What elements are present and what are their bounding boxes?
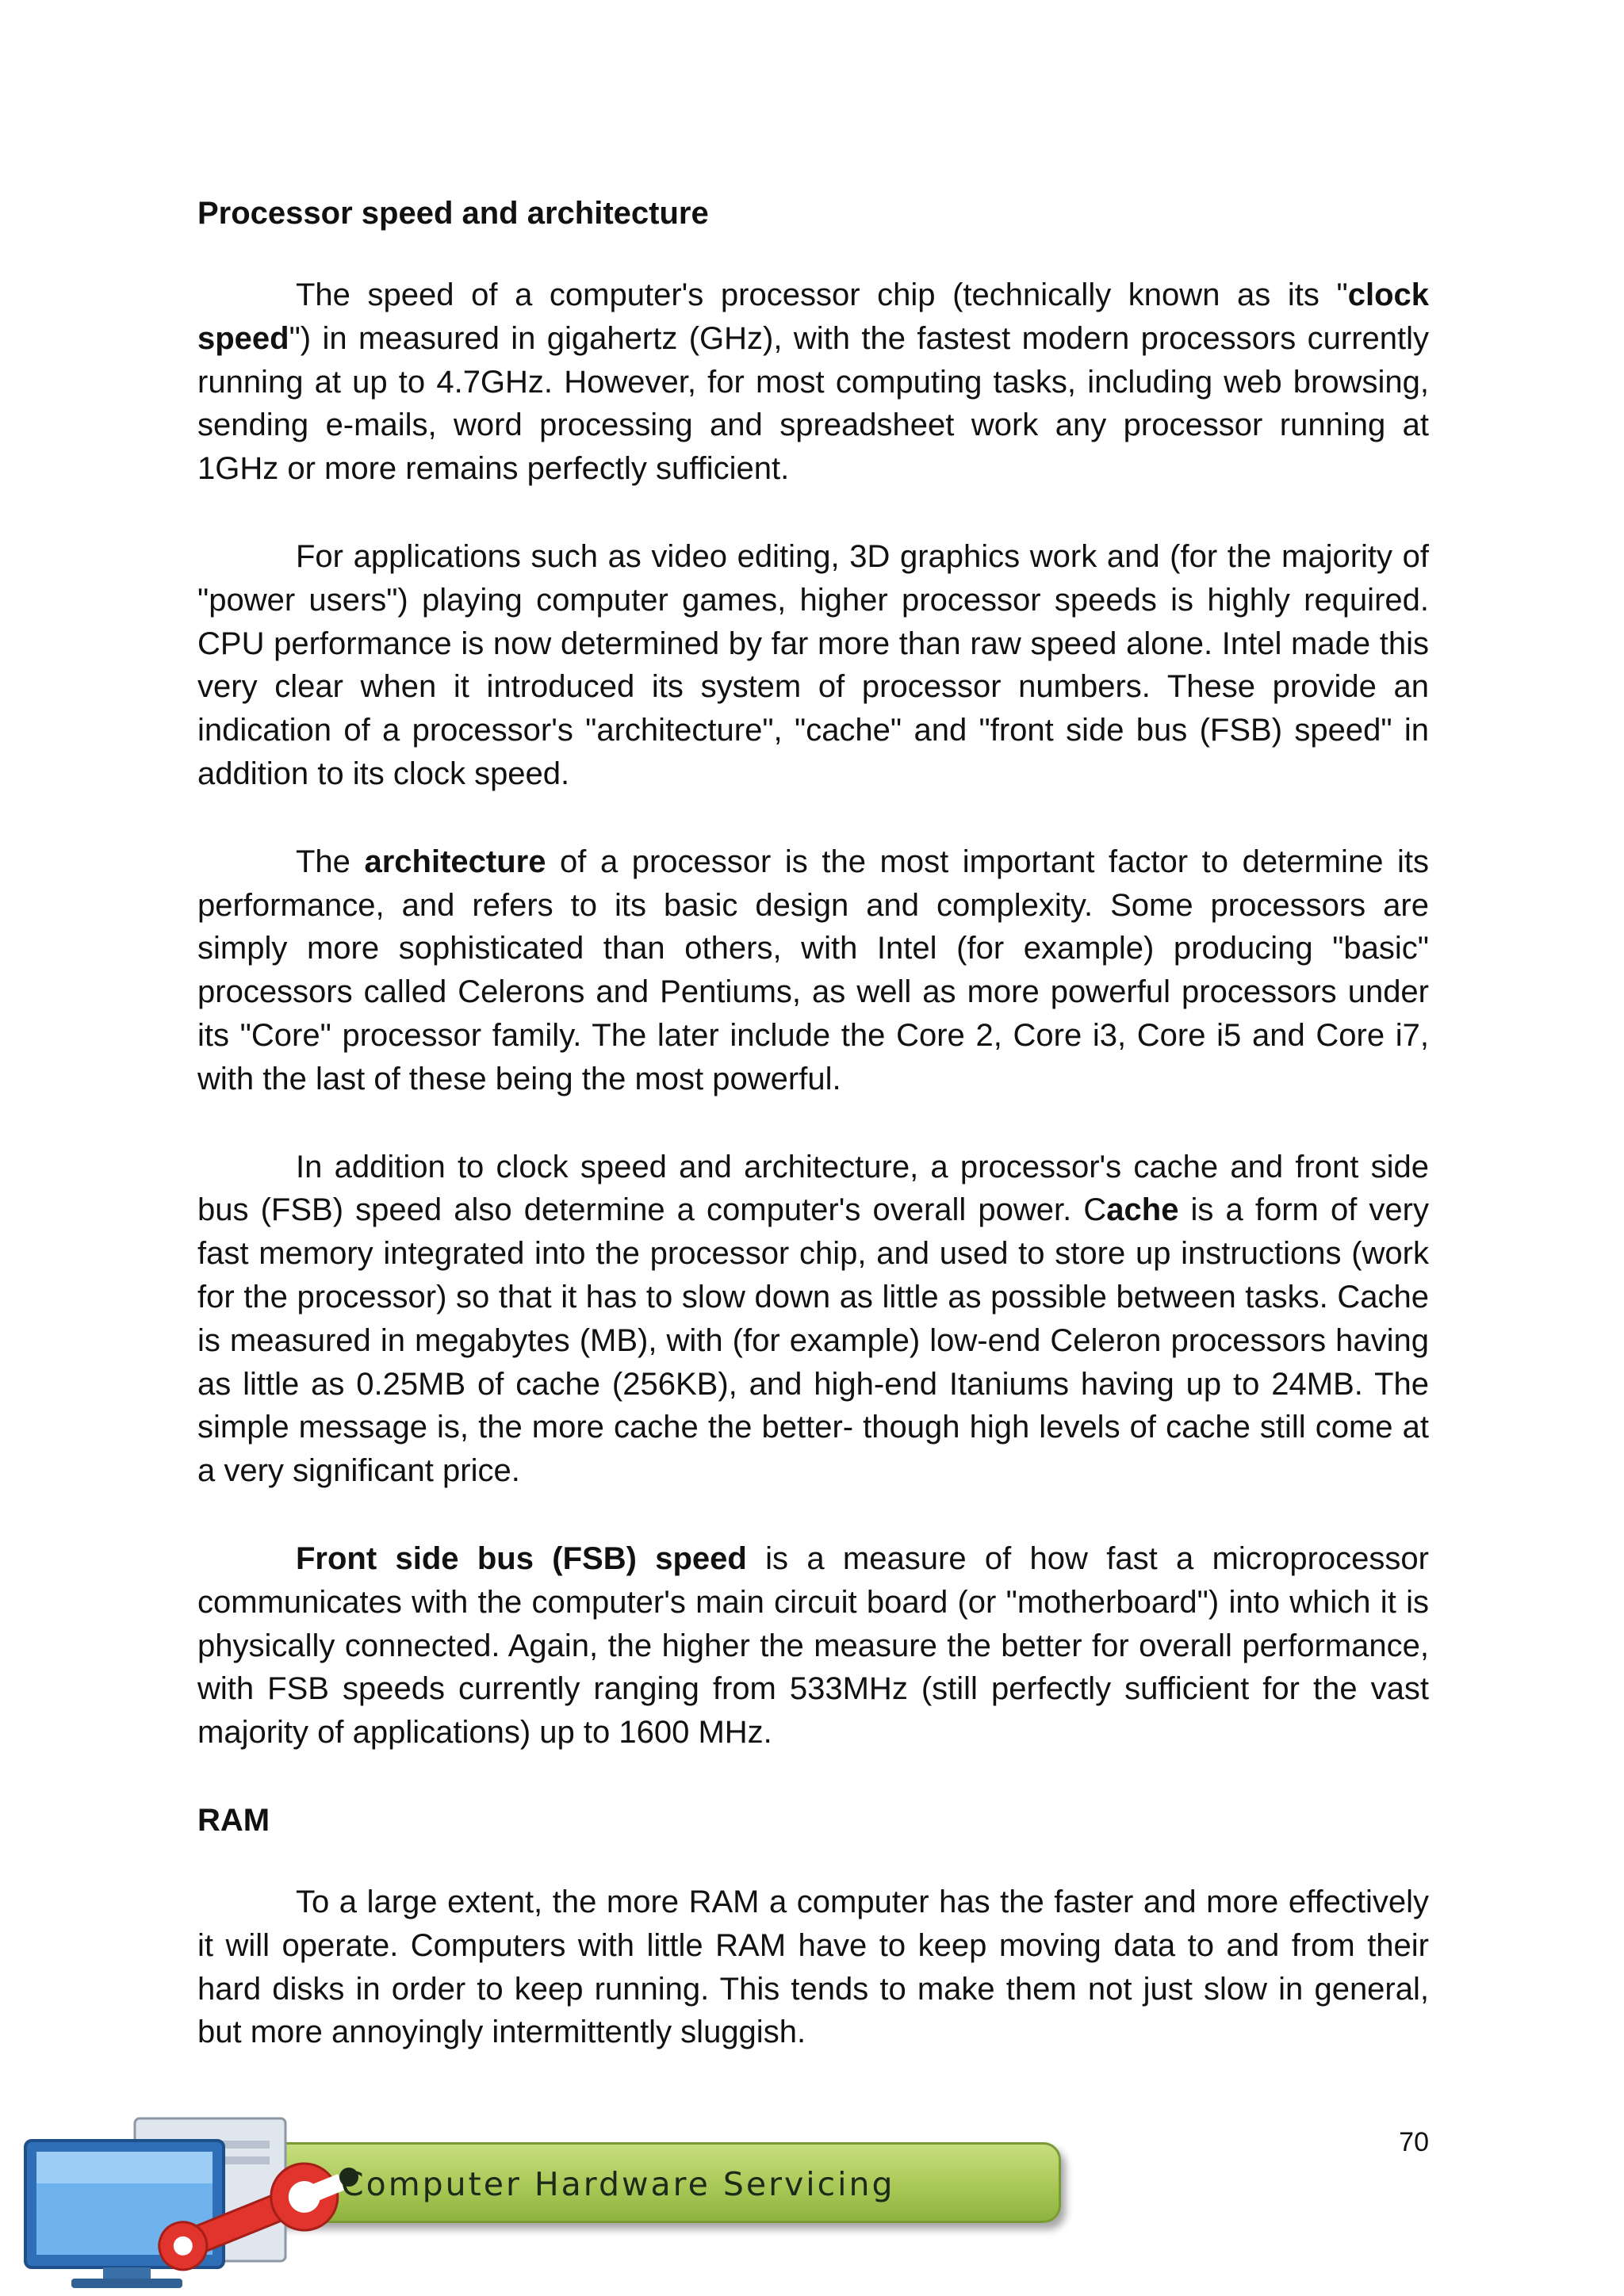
term-fsb-speed: Front side bus (FSB) speed <box>296 1540 747 1576</box>
page-content <box>197 192 1429 2099</box>
section-heading-ram: RAM <box>197 1802 270 1838</box>
term-architecture: architecture <box>364 844 546 879</box>
paragraph-architecture: The architecture of a processor is the most important factor to determine its performance, and refers to its basic design and complexity. Some processors are simply more sophisticated than others, with Intel (for example) producing "basic" processors called Celerons and Pentiums, as well as more powerful processors under its "Core" processor family. The later include the Core 2, Core i3, Core i5 and Core i7, with the last of these being the most powerful. <box>197 844 1429 1096</box>
paragraph-fsb: Front side bus (FSB) speed is a measure of how fast a microprocessor communicates with the computer's main circuit board (or "motherboard") into which it is physically connected. Again, the higher the measure the better for overall performance, with FSB speeds currently ranging from 533MHz (still perfectly sufficient for the vast majority of applications) up to 1600 MHz. <box>197 1540 1429 1751</box>
section-heading-processor: Processor speed and architecture <box>197 196 709 231</box>
paragraph-cache: In addition to clock speed and architecture, a processor's cache and front side bus (FSB) speed also determine a computer's overall power. Cache is a form of very fast memory integrated into the processor chip, and used to store up instructions (work for the processor) so that it has to slow down as little as possible between tasks. Cache is measured in megabytes (MB), with (for example) low-end Celeron processors having as little as 0.25MB of cache (256KB), and high-end Itaniums having up to 24MB. The simple message is, the more cache the better- though high levels of cache still come at a very significant price. <box>197 1149 1430 1489</box>
page-number: 70 <box>1399 2127 1429 2157</box>
footer-banner <box>0 2109 1078 2296</box>
banner-title: Computer Hardware Servicing <box>341 2165 895 2203</box>
term-cache: ache <box>1106 1192 1179 1228</box>
paragraph-applications: For applications such as video editing, 3D graphics work and (for the majority of "power users") playing computer games, higher processor speeds is highly required. CPU performance is now determined by far more than raw speed alone. Intel made this very clear when it introduced its system of processor numbers. These provide an indication of a processor's "architecture", "cache" and "front side bus (FSB) speed" in addition to its clock speed. <box>197 538 1429 791</box>
paragraph-clock-speed: The speed of a computer's processor chip (technically known as its "clock speed") in measured in gigahertz (GHz), with the fastest modern processors currently running at up to 4.7GHz. However, for most computing tasks, including web browsing, sending e-mails, word processing and spreadsheet work any processor running at 1GHz or more remains perfectly sufficient. <box>197 277 1429 487</box>
term-clock-speed: clock speed <box>197 277 1429 356</box>
paragraph-ram: To a large extent, the more RAM a computer has the faster and more effectively it will operate. Computers with little RAM have to keep moving data to and from their hard disks in order to keep running. This tends to make them not just slow in general, but more annoyingly intermittently sluggish. <box>197 1884 1429 2050</box>
